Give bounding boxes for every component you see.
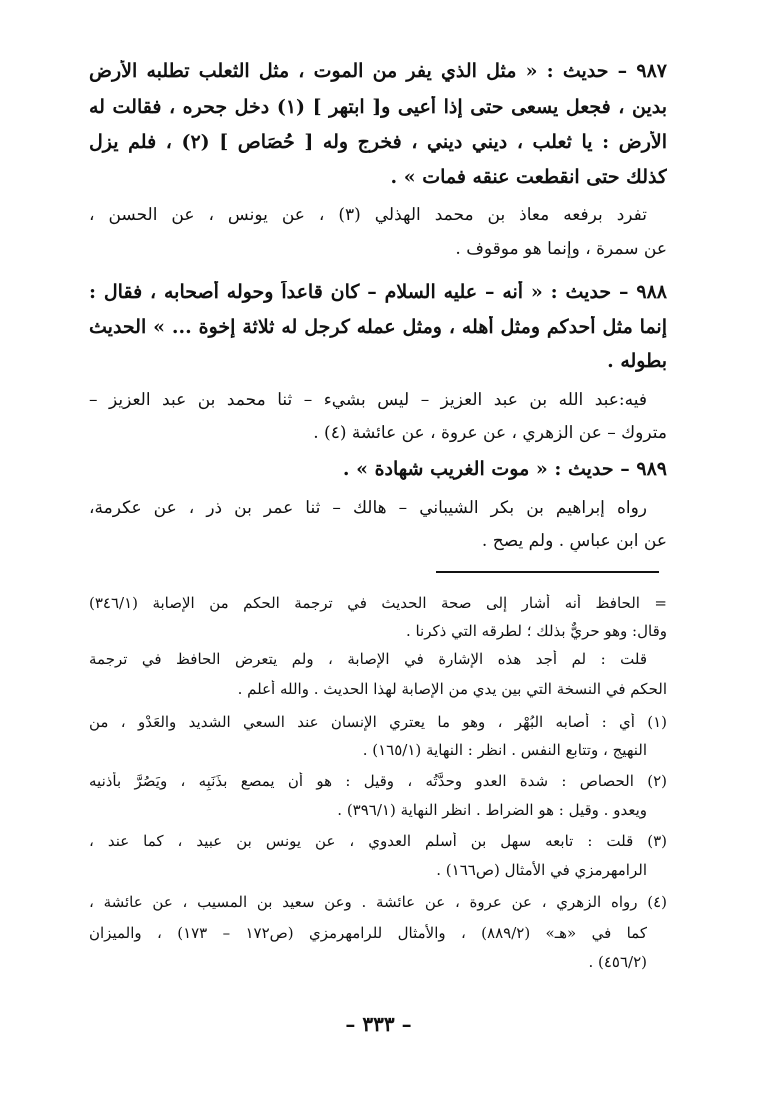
page-number: – ٣٣٣ –	[345, 1012, 412, 1036]
footnote-2-line-2: ويعدو . وقيل : هو الضراط . انظر النهاية (٣٩٦/١) .	[337, 801, 647, 819]
footnote-divider	[436, 571, 659, 573]
footnote-3-line-1: (٣) قلت : تابعه سهل بن أسلم العدوي ، عن يونس بن عبيد ، كما عند ،	[89, 832, 667, 850]
hadith-988-line-3: بطوله .	[607, 350, 667, 372]
footnote-continued-line-3: قلت : لم أجد هذه الإشارة في الإصابة ، ولم يتعرض الحافظ في ترجمة	[89, 650, 647, 668]
hadith-987-line-1: ٩٨٧ – حديث : « مثل الذي يفر من الموت ، مثل الثعلب تطلبه الأرض	[89, 60, 667, 82]
footnote-3-line-2: الرامهرمزي في الأمثال (ص١٦٦) .	[436, 861, 647, 879]
footnote-4-line-1: (٤) رواه الزهري ، عن عروة ، عن عائشة . وعن سعيد بن المسيب ، عن عائشة ،	[89, 893, 667, 911]
comment-989-line-2: عن ابن عباسٍ . ولم يصح .	[481, 531, 667, 551]
footnote-1-line-2: النهيج ، وتتابع النفس . انظر : النهاية (١٦٥/١) .	[362, 741, 647, 759]
comment-989-line-1: رواه إبراهيم بن بكر الشيباني – هالك – ثنا عمر بن ذر ، عن عكرمة،	[89, 498, 647, 518]
footnote-1-line-1: (١) أي : أصابه البُهْر ، وهو ما يعتري الإنسان عند السعي الشديد والعَدْو ، من	[89, 713, 667, 731]
footnote-continued-line-4: الحكم في النسخة التي بين يدي من الإصابة لهذا الحديث . والله أعلم .	[237, 680, 667, 698]
footnote-4-line-3: (٤٥٦/٢) .	[588, 953, 647, 971]
hadith-988-line-2: إنما مثل أحدكم ومثل أهله ، ومثل عمله كرجل له ثلاثة إخوة ... » الحديث	[89, 316, 667, 338]
comment-987-line-1: تفرد برفعه معاذ بن محمد الهذلي (٣) ، عن يونس ، عن الحسن ،	[89, 205, 647, 225]
comment-988-line-1: فيه:عبد الله بن عبد العزيز – ليس بشيء – ثنا محمد بن عبد العزيز –	[89, 390, 647, 410]
comment-988-line-2: متروك – عن الزهري ، عن عروة ، عن عائشة (٤) .	[313, 423, 667, 443]
footnote-continued-line-1: = الحافظ أنه أشار إلى صحة الحديث في ترجمة الحكم من الإصابة (٣٤٦/١)	[89, 594, 667, 612]
hadith-987-line-3: الأرض : يا ثعلب ، ديني ديني ، فخرج وله [ حُصَاص ] (٢) ، فلم يزل	[89, 131, 667, 153]
comment-987-line-2: عن سمرة ، وإنما هو موقوف .	[455, 239, 667, 259]
hadith-987-line-2: بدين ، فجعل يسعى حتى إذا أعيى و[ ابتهر ] (١) دخل جحره ، فقالت له	[89, 96, 667, 118]
footnote-4-line-2: كما في «هـ» (٨٨٩/٢) ، والأمثال للرامهرمزي (ص١٧٢ – ١٧٣) ، والميزان	[89, 924, 647, 942]
hadith-987-line-4: كذلك حتى انقطعت عنقه فمات » .	[390, 166, 667, 188]
footnote-2-line-1: (٢) الحصاص : شدة العدو وحدَّتُه ، وقيل : هو أن يمصع بذَنَبِه ، ويَصُرَّ بأذنيه	[89, 772, 667, 790]
footnote-continued-line-2: وقال: وهو حريٌّ بذلك ؛ لطرقه التي ذكرنا .	[405, 622, 667, 640]
hadith-988-line-1: ٩٨٨ – حديث : « أنه – عليه السلام – كان قاعداً وحوله أصحابه ، فقال :	[89, 281, 667, 303]
hadith-989: ٩٨٩ – حديث : « موت الغريب شهادة » .	[342, 458, 667, 480]
